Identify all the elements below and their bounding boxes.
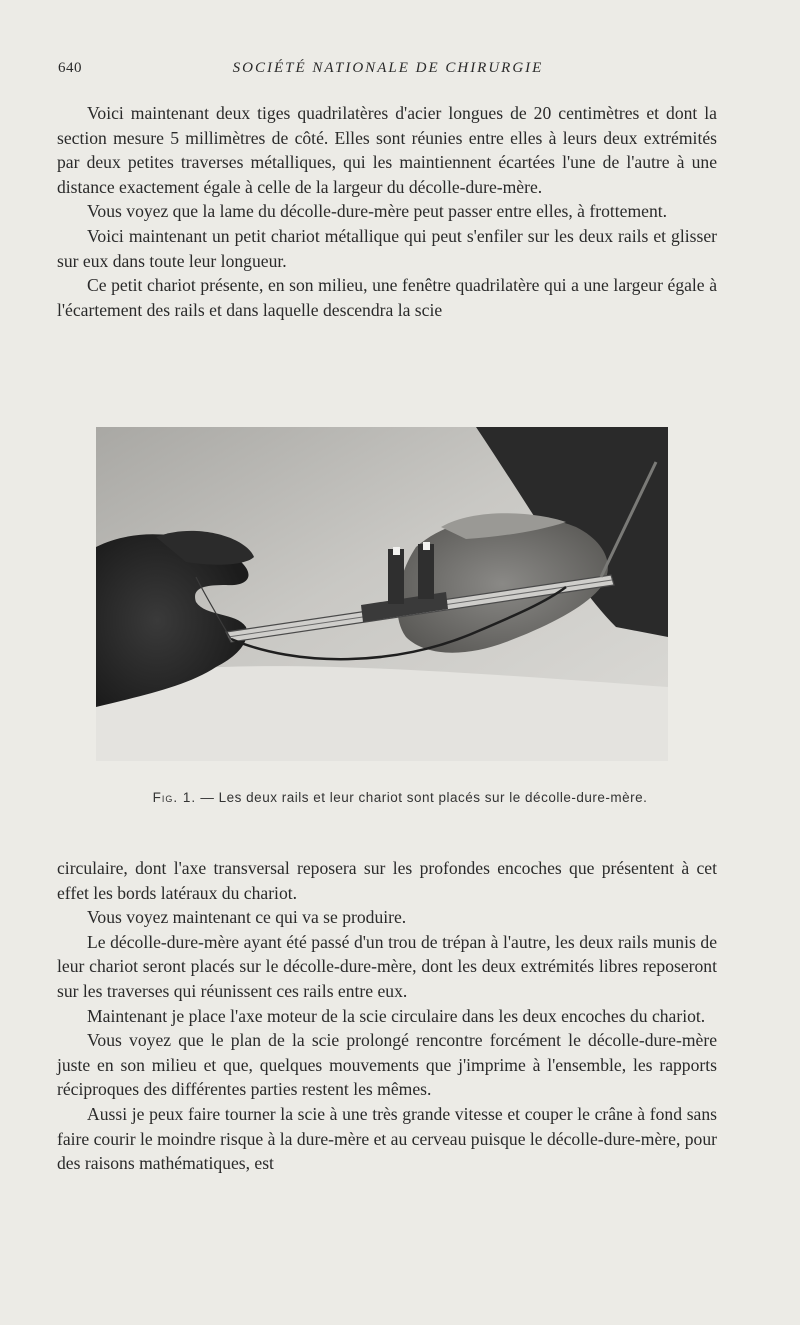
body-text-bottom: [57, 856, 717, 1176]
page-header: [58, 60, 718, 84]
paragraph: Aussi je peux faire tourner la scie à une très grande vitesse et couper le crâne à fond sans faire courir le moindre risque à la dure-mère et au cerveau puisque le décolle-dure-mère, pour des raisons mathématiques, est: [57, 1103, 717, 1174]
paragraph: Maintenant je place l'axe moteur de la scie circulaire dans les deux encoches du chariot.: [87, 1005, 706, 1026]
figure-label: Fig. 1.: [152, 790, 197, 805]
paragraph: Vous voyez que le plan de la scie prolongé rencontre forcément le décolle-dure-mère juste en son milieu et que, quelques mouvements que j'imprime à l'ensemble, les rapports réciproques des différentes parties restent les mêmes.: [57, 1030, 717, 1100]
running-title: SOCIÉTÉ NATIONALE DE CHIRURGIE: [232, 60, 544, 76]
paragraph: Voici maintenant deux tiges quadrilatères d'acier longues de 20 centimètres et dont la section mesure 5 millimètres de côté. Elles sont réunies entre elles à leurs deux extrémités par deux petites traverses métalliques, qui les maintiennent écartées l'une de l'autre à une distance exactement égale à celle de la largeur du décolle-dure-mère.: [57, 103, 717, 197]
photo-rails-and-carriage: [96, 427, 668, 761]
figure-caption: [0, 790, 800, 805]
page-number: 640: [58, 60, 82, 76]
paragraph: Le décolle-dure-mère ayant été passé d'un trou de trépan à l'autre, les deux rails munis de leur chariot seront placés sur le décolle-dure-mère, dont les deux extrémités libres reposeront sur les traverses qui réunissent ces rails entre eux.: [57, 931, 717, 1001]
figure-photograph: [96, 427, 668, 761]
paragraph: Vous voyez que la lame du décolle-dure-mère peut passer entre elles, à frottement.: [87, 201, 668, 222]
paragraph: Voici maintenant un petit chariot métallique qui peut s'enfiler sur les deux rails et glisser sur eux dans toute leur longueur.: [57, 225, 717, 271]
paragraph: circulaire, dont l'axe transversal reposera sur les profondes encoches que présentent à cet effet les bords latéraux du chariot.: [57, 858, 717, 903]
paragraph: Vous voyez maintenant ce qui va se produire.: [87, 907, 407, 928]
paragraph: Ce petit chariot présente, en son milieu, une fenêtre quadrilatère qui a une largeur égale à l'écartement des rails et dans laquelle descendra la scie: [57, 275, 717, 320]
body-text-top: [57, 101, 717, 322]
figure-caption-text: — Les deux rails et leur chariot sont placés sur le décolle-dure-mère.: [200, 790, 648, 805]
